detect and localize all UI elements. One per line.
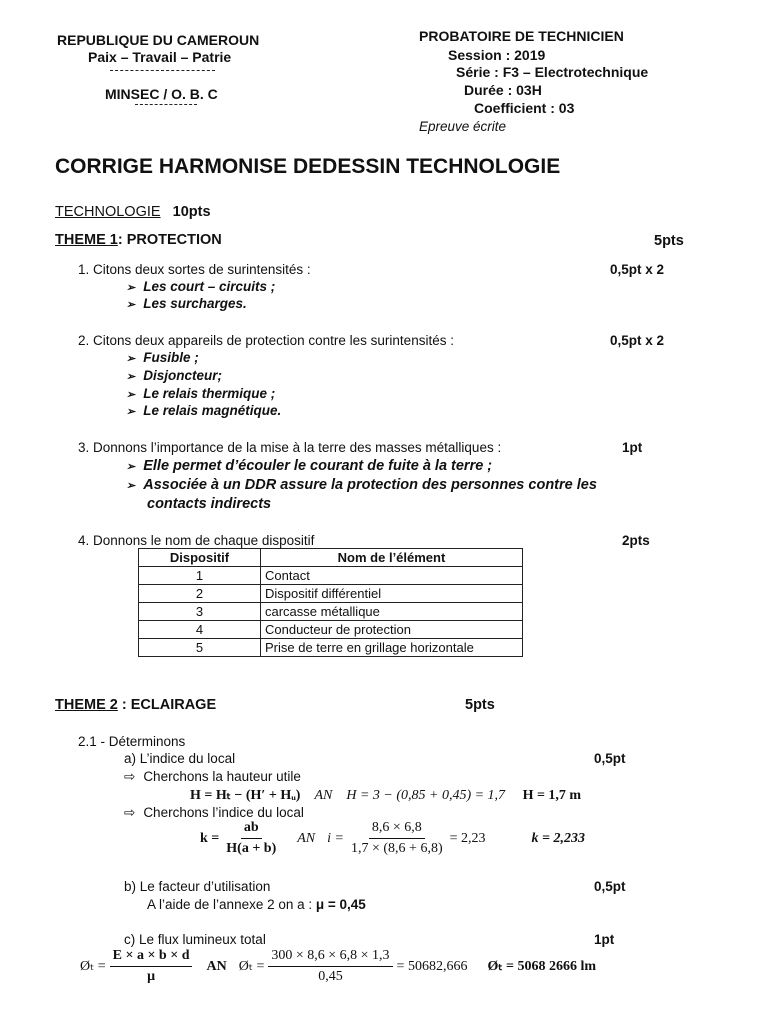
dispositif-table [138,548,523,657]
part-b-text [147,897,366,912]
eq-i-numerator: 8,6 × 6,8 [369,820,425,839]
question-3-points: 1pt [622,440,643,455]
table-row [139,567,523,585]
step-item [124,805,304,821]
eq-k-numerator: ab [241,820,262,839]
part-a-points: 0,5pt [594,751,626,766]
table-cell: carcasse métallique [261,603,523,621]
answer-text: Les court – circuits ; [143,279,276,294]
part-c-label: c) Le flux lumineux total [124,932,266,947]
theme2-points: 5pts [465,697,495,713]
eq-an: AN [206,958,227,974]
answer-item [126,477,597,493]
table-cell: Contact [261,567,523,585]
eq-an: AN [297,830,316,846]
part-b-pretext: A l’aide de l’annexe 2 on a : [147,897,316,912]
question-4: 4. Donnons le nom de chaque dispositif [78,533,315,548]
header-coefficient: Coefficient : 03 [474,100,575,116]
section-name: TECHNOLOGIE [55,204,161,220]
section-points: 10pts [172,204,211,220]
question-3: 3. Donnons l’importance de la mise à la terre des masses métalliques : [78,440,502,455]
question-2: 2. Citons deux appareils de protection contre les surintensités : [78,333,454,348]
eq-i-result: = 2,23 [449,830,486,846]
eq-calc: H = 3 − (0,85 + 0,45) = 1,7 [346,788,506,803]
answer-text: Le relais magnétique. [143,403,282,418]
table-cell: 1 [139,567,261,585]
question-2-points: 0,5pt x 2 [610,333,665,348]
eq-k-lhs: k = [200,830,220,846]
question-4-points: 2pts [622,533,650,548]
arrow-bullet-icon: ➢ [126,461,136,473]
header-divider [110,70,215,71]
equation-flux [80,948,596,985]
hollow-arrow-icon: ⇨ [124,805,136,820]
arrow-bullet-icon: ➢ [126,299,136,311]
theme1-heading [55,232,222,248]
answer-item [126,403,281,418]
answer-text: Disjoncteur; [143,368,222,383]
equation-indice [200,820,585,857]
theme2-title: : ECLAIRAGE [117,697,217,713]
eq-result: H = 1,7 m [522,788,582,803]
part-c-points: 1pt [594,932,615,947]
step-text: Cherchons l’indice du local [143,805,304,820]
arrow-bullet-icon: ➢ [126,371,136,383]
step-text: Cherchons la hauteur utile [143,769,301,784]
answer-item [126,458,492,474]
eq-phi-result: = 50682,666 [396,958,468,974]
part-b-value: μ = 0,45 [315,897,366,912]
eq-phi-fraction [110,948,193,985]
table-header: Nom de l’élément [261,549,523,567]
question-1-points: 0,5pt x 2 [610,262,665,277]
answer-text: Le relais thermique ; [143,386,276,401]
eq-k-fraction [223,820,279,857]
equation-hauteur [190,787,581,804]
eq-formula: H = Hₜ − (H′ + Hᵤ) [190,788,301,803]
eq-i-denominator: 1,7 × (8,6 + 6,8) [350,841,443,856]
header-ministry: MINSEC / O. B. C [105,86,218,102]
table-header: Dispositif [139,549,261,567]
header-serie: Série : F3 – Electrotechnique [456,64,649,80]
part-b-points: 0,5pt [594,879,626,894]
answer-text: Les surcharges. [143,296,247,311]
eq-phi-final: Øₜ = 5068 2666 lm [487,959,597,974]
table-cell: 4 [139,621,261,639]
answer-item [126,368,222,383]
eq-an: AN [314,788,333,803]
answer-text: Associée à un DDR assure la protection des personnes contre les [143,477,597,493]
page-title: CORRIGE HARMONISE DEDESSIN TECHNOLOGIE [55,155,561,178]
table-row [139,639,523,657]
hollow-arrow-icon: ⇨ [124,769,136,784]
eq-i-fraction [348,820,446,857]
answer-item [126,296,247,311]
eq-phi-numerator2: 300 × 8,6 × 6,8 × 1,3 [268,948,392,967]
arrow-bullet-icon: ➢ [126,389,136,401]
header-exam: PROBATOIRE DE TECHNICIEN [419,28,624,44]
table-cell: 3 [139,603,261,621]
header-republic: REPUBLIQUE DU CAMEROUN [57,32,260,48]
header-session: Session : 2019 [448,47,546,63]
header-epreuve: Epreuve écrite [419,119,507,134]
table-cell: 5 [139,639,261,657]
theme2-heading [55,697,216,713]
answer-item [126,386,275,401]
answer-item [126,350,199,365]
eq-phi-fraction2 [268,948,392,985]
table-cell: Prise de terre en grillage horizontale [261,639,523,657]
question-1: 1. Citons deux sortes de surintensités : [78,262,311,277]
step-item [124,769,301,785]
eq-phi-denominator: μ [147,969,156,984]
table-cell: Dispositif différentiel [261,585,523,603]
theme1-title: : PROTECTION [117,232,222,248]
eq-phi-numerator: E × a × b × d [110,948,193,967]
arrow-bullet-icon: ➢ [126,353,136,365]
theme2-label: THEME 2 [55,697,118,713]
eq-phi-denominator2: 0,45 [318,969,343,984]
table-cell: Conducteur de protection [261,621,523,639]
header-motto: Paix – Travail – Patrie [88,49,232,65]
table-row [139,603,523,621]
answer-text: Elle permet d’écouler le courant de fuite à la terre ; [143,458,493,474]
eq-phi-lhs2: Øₜ = [238,959,265,974]
answer-item [126,279,275,294]
header-duree: Durée : 03H [464,82,542,98]
table-cell: 2 [139,585,261,603]
eq-i-lhs: i = [327,830,344,846]
table-row [139,585,523,603]
answer-text: contacts indirects [147,496,272,512]
table-header-row [139,549,523,567]
arrow-bullet-icon: ➢ [126,406,136,418]
eq-k-result: k = 2,233 [531,830,585,846]
part-a-label: a) L’indice du local [124,751,236,766]
theme1-points: 5pts [654,233,684,249]
header-divider [135,104,197,105]
eq-phi-lhs: Øₜ = [80,959,106,974]
question-2-1: 2.1 - Déterminons [78,734,186,749]
table-row [139,621,523,639]
arrow-bullet-icon: ➢ [126,480,136,492]
section-heading [55,204,211,220]
arrow-bullet-icon: ➢ [126,282,136,294]
eq-k-denominator: H(a + b) [226,841,277,856]
part-b-label: b) Le facteur d’utilisation [124,879,271,894]
answer-text: Fusible ; [143,350,199,365]
theme1-label: THEME 1 [55,232,118,248]
